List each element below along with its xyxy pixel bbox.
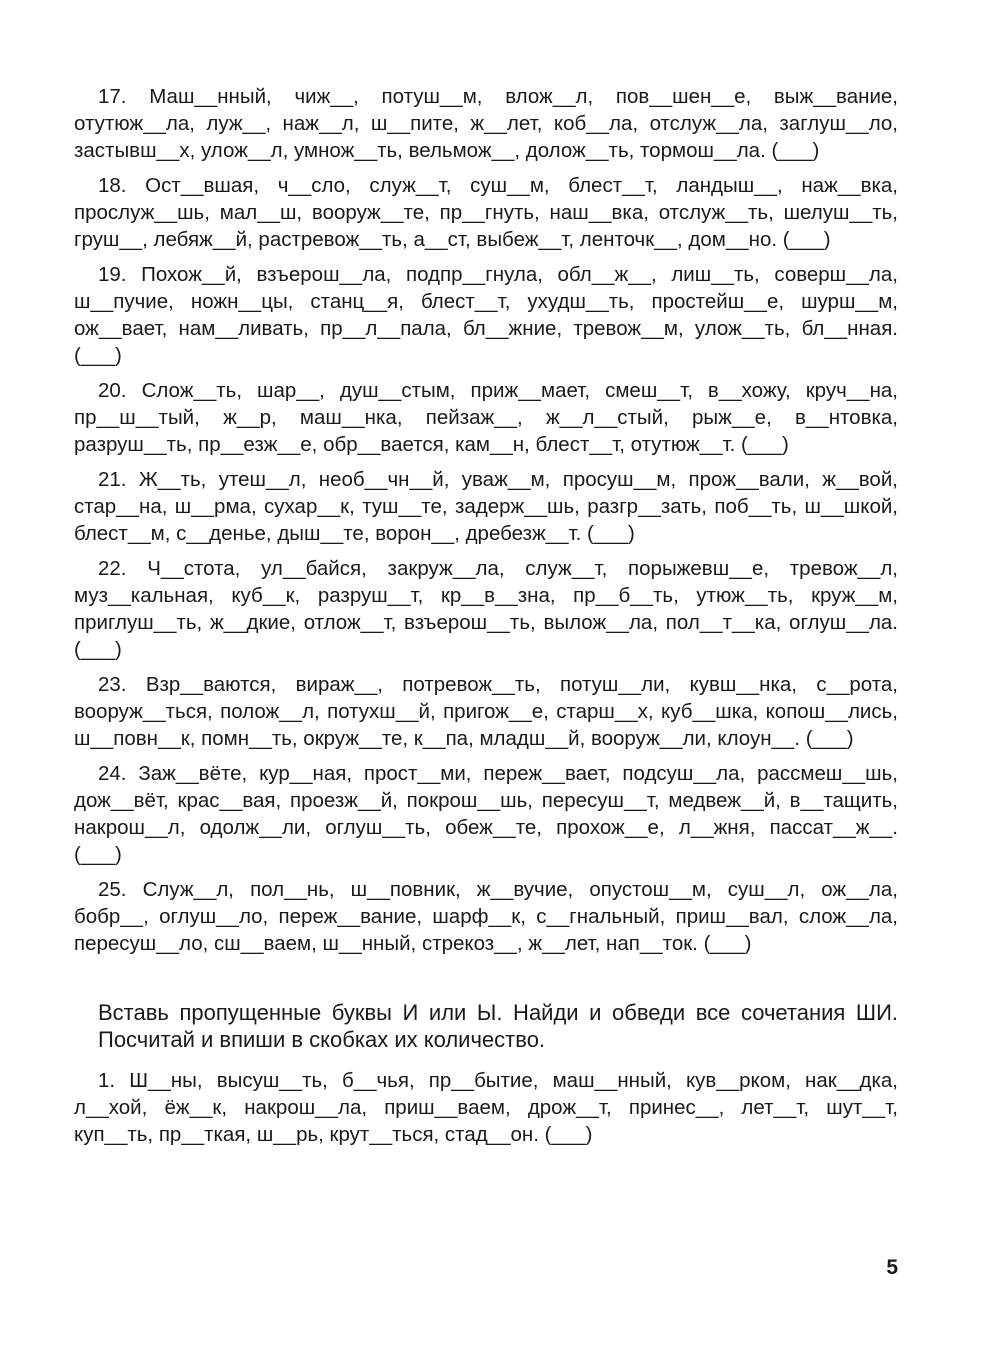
exercise-item bbox=[74, 1067, 898, 1148]
exercise-item bbox=[74, 760, 898, 868]
exercise-number: 23. bbox=[98, 673, 127, 696]
exercise-text: Взр__ваются, вираж__, потревож__ть, потуш__ли, кувш__нка, с__рота, вооруж__ться, полож__л, потухш__й, пригож__е, старш__х, куб__шка, копош__лись, ш__повн__к, помн__ть, окруж__те, к__па, младш__й, вооруж__ли, клоун__. (___) bbox=[74, 673, 898, 750]
exercise-text: Ч__стота, ул__байся, закруж__ла, служ__т, порыжевш__е, тревож__л, муз__кальная, куб__к, разруш__т, кр__в__зна, пр__б__ть, утюж__ть, круж__м, приглуш__ть, ж__дкие, отлож__т, взъерош__ть, вылож__ла, пол__т__ка, оглуш__ла. (___) bbox=[74, 557, 898, 661]
exercise-item bbox=[74, 876, 898, 957]
exercise-number: 24. bbox=[98, 762, 127, 785]
task-instruction: Вставь пропущенные буквы И или Ы. Найди и обведи все сочетания ШИ. Посчитай и впиши в скобках их количество. bbox=[98, 1000, 898, 1052]
exercise-number: 25. bbox=[98, 878, 127, 901]
exercise-list-b bbox=[74, 1067, 898, 1148]
exercise-item bbox=[74, 261, 898, 369]
exercise-text: Слож__ть, шар__, душ__стым, приж__мает, смеш__т, в__хожу, круч__на, пр__ш__тый, ж__р, маш__нка, пейзаж__, ж__л__стый, рыж__е, в__нтовка, разруш__ть, пр__езж__е, обр__вается, кам__н, блест__т, отутюж__т. (___) bbox=[74, 379, 898, 456]
exercise-item bbox=[74, 172, 898, 253]
exercise-list-a bbox=[74, 83, 898, 957]
exercise-text: Похож__й, взъерош__ла, подпр__гнула, обл__ж__, лиш__ть, соверш__ла, ш__пучие, ножн__цы, станц__я, блест__т, ухудш__ть, простейш__е, шурш__м, ож__вает, нам__ливать, пр__л__пала, бл__жние, тревож__м, улож__ть, бл__нная. (___) bbox=[74, 263, 898, 367]
workbook-page bbox=[74, 83, 898, 1156]
exercise-item bbox=[74, 671, 898, 752]
exercise-text: Ост__вшая, ч__сло, служ__т, суш__м, блест__т, ландыш__, наж__вка, прослуж__шь, мал__ш, вооруж__те, пр__гнуть, наш__вка, отслуж__ть, шелуш__ть, груш__, лебяж__й, растревож__ть, а__ст, выбеж__т, ленточк__, дом__но. (___) bbox=[74, 174, 898, 251]
exercise-text: Ш__ны, высуш__ть, б__чья, пр__бытие, маш__нный, кув__рком, нак__дка, л__хой, ёж__к, накрош__ла, приш__ваем, дрож__т, принес__, лет__т, шут__т, куп__ть, пр__ткая, ш__рь, крут__ться, стад__он. (___) bbox=[74, 1069, 898, 1146]
exercise-number: 18. bbox=[98, 174, 127, 197]
exercise-number: 17. bbox=[98, 85, 127, 108]
exercise-number: 19. bbox=[98, 263, 127, 286]
exercise-item bbox=[74, 466, 898, 547]
exercise-item bbox=[74, 377, 898, 458]
exercise-text: Служ__л, пол__нь, ш__повник, ж__вучие, опустош__м, суш__л, ож__ла, бобр__, оглуш__ло, переж__вание, шарф__к, с__гнальный, приш__вал, слож__ла, пересуш__ло, сш__ваем, ш__нный, стрекоз__, ж__лет, нап__ток. (___) bbox=[74, 878, 898, 955]
exercise-item bbox=[74, 83, 898, 164]
exercise-number: 21. bbox=[98, 468, 127, 491]
exercise-number: 22. bbox=[98, 557, 127, 580]
exercise-number: 20. bbox=[98, 379, 127, 402]
exercise-text: Заж__вёте, кур__ная, прост__ми, переж__вает, подсуш__ла, рассмеш__шь, дож__вёт, крас__вая, проезж__й, покрош__шь, пересуш__т, медвеж__й, в__тащить, накрош__л, одолж__ли, оглуш__ть, обеж__те, прохож__е, л__жня, пассат__ж__. (___) bbox=[74, 762, 898, 866]
page-number: 5 bbox=[886, 1256, 898, 1279]
exercise-number: 1. bbox=[98, 1069, 116, 1092]
exercise-item bbox=[74, 555, 898, 663]
exercise-text: Ж__ть, утеш__л, необ__чн__й, уваж__м, просуш__м, прож__вали, ж__вой, стар__на, ш__рма, сухар__к, туш__те, задерж__шь, разгр__зать, поб__ть, ш__шкой, блест__м, с__денье, дыш__те, ворон__, дребезж__т. (___) bbox=[74, 468, 898, 545]
exercise-text: Маш__нный, чиж__, потуш__м, влож__л, пов__шен__е, выж__вание, отутюж__ла, луж__, наж__л, ш__пите, ж__лет, коб__ла, отслуж__ла, заглуш__ло, застывш__х, улож__л, умнож__ть, вельмож__, долож__ть, тормош__ла. (___) bbox=[74, 85, 898, 162]
